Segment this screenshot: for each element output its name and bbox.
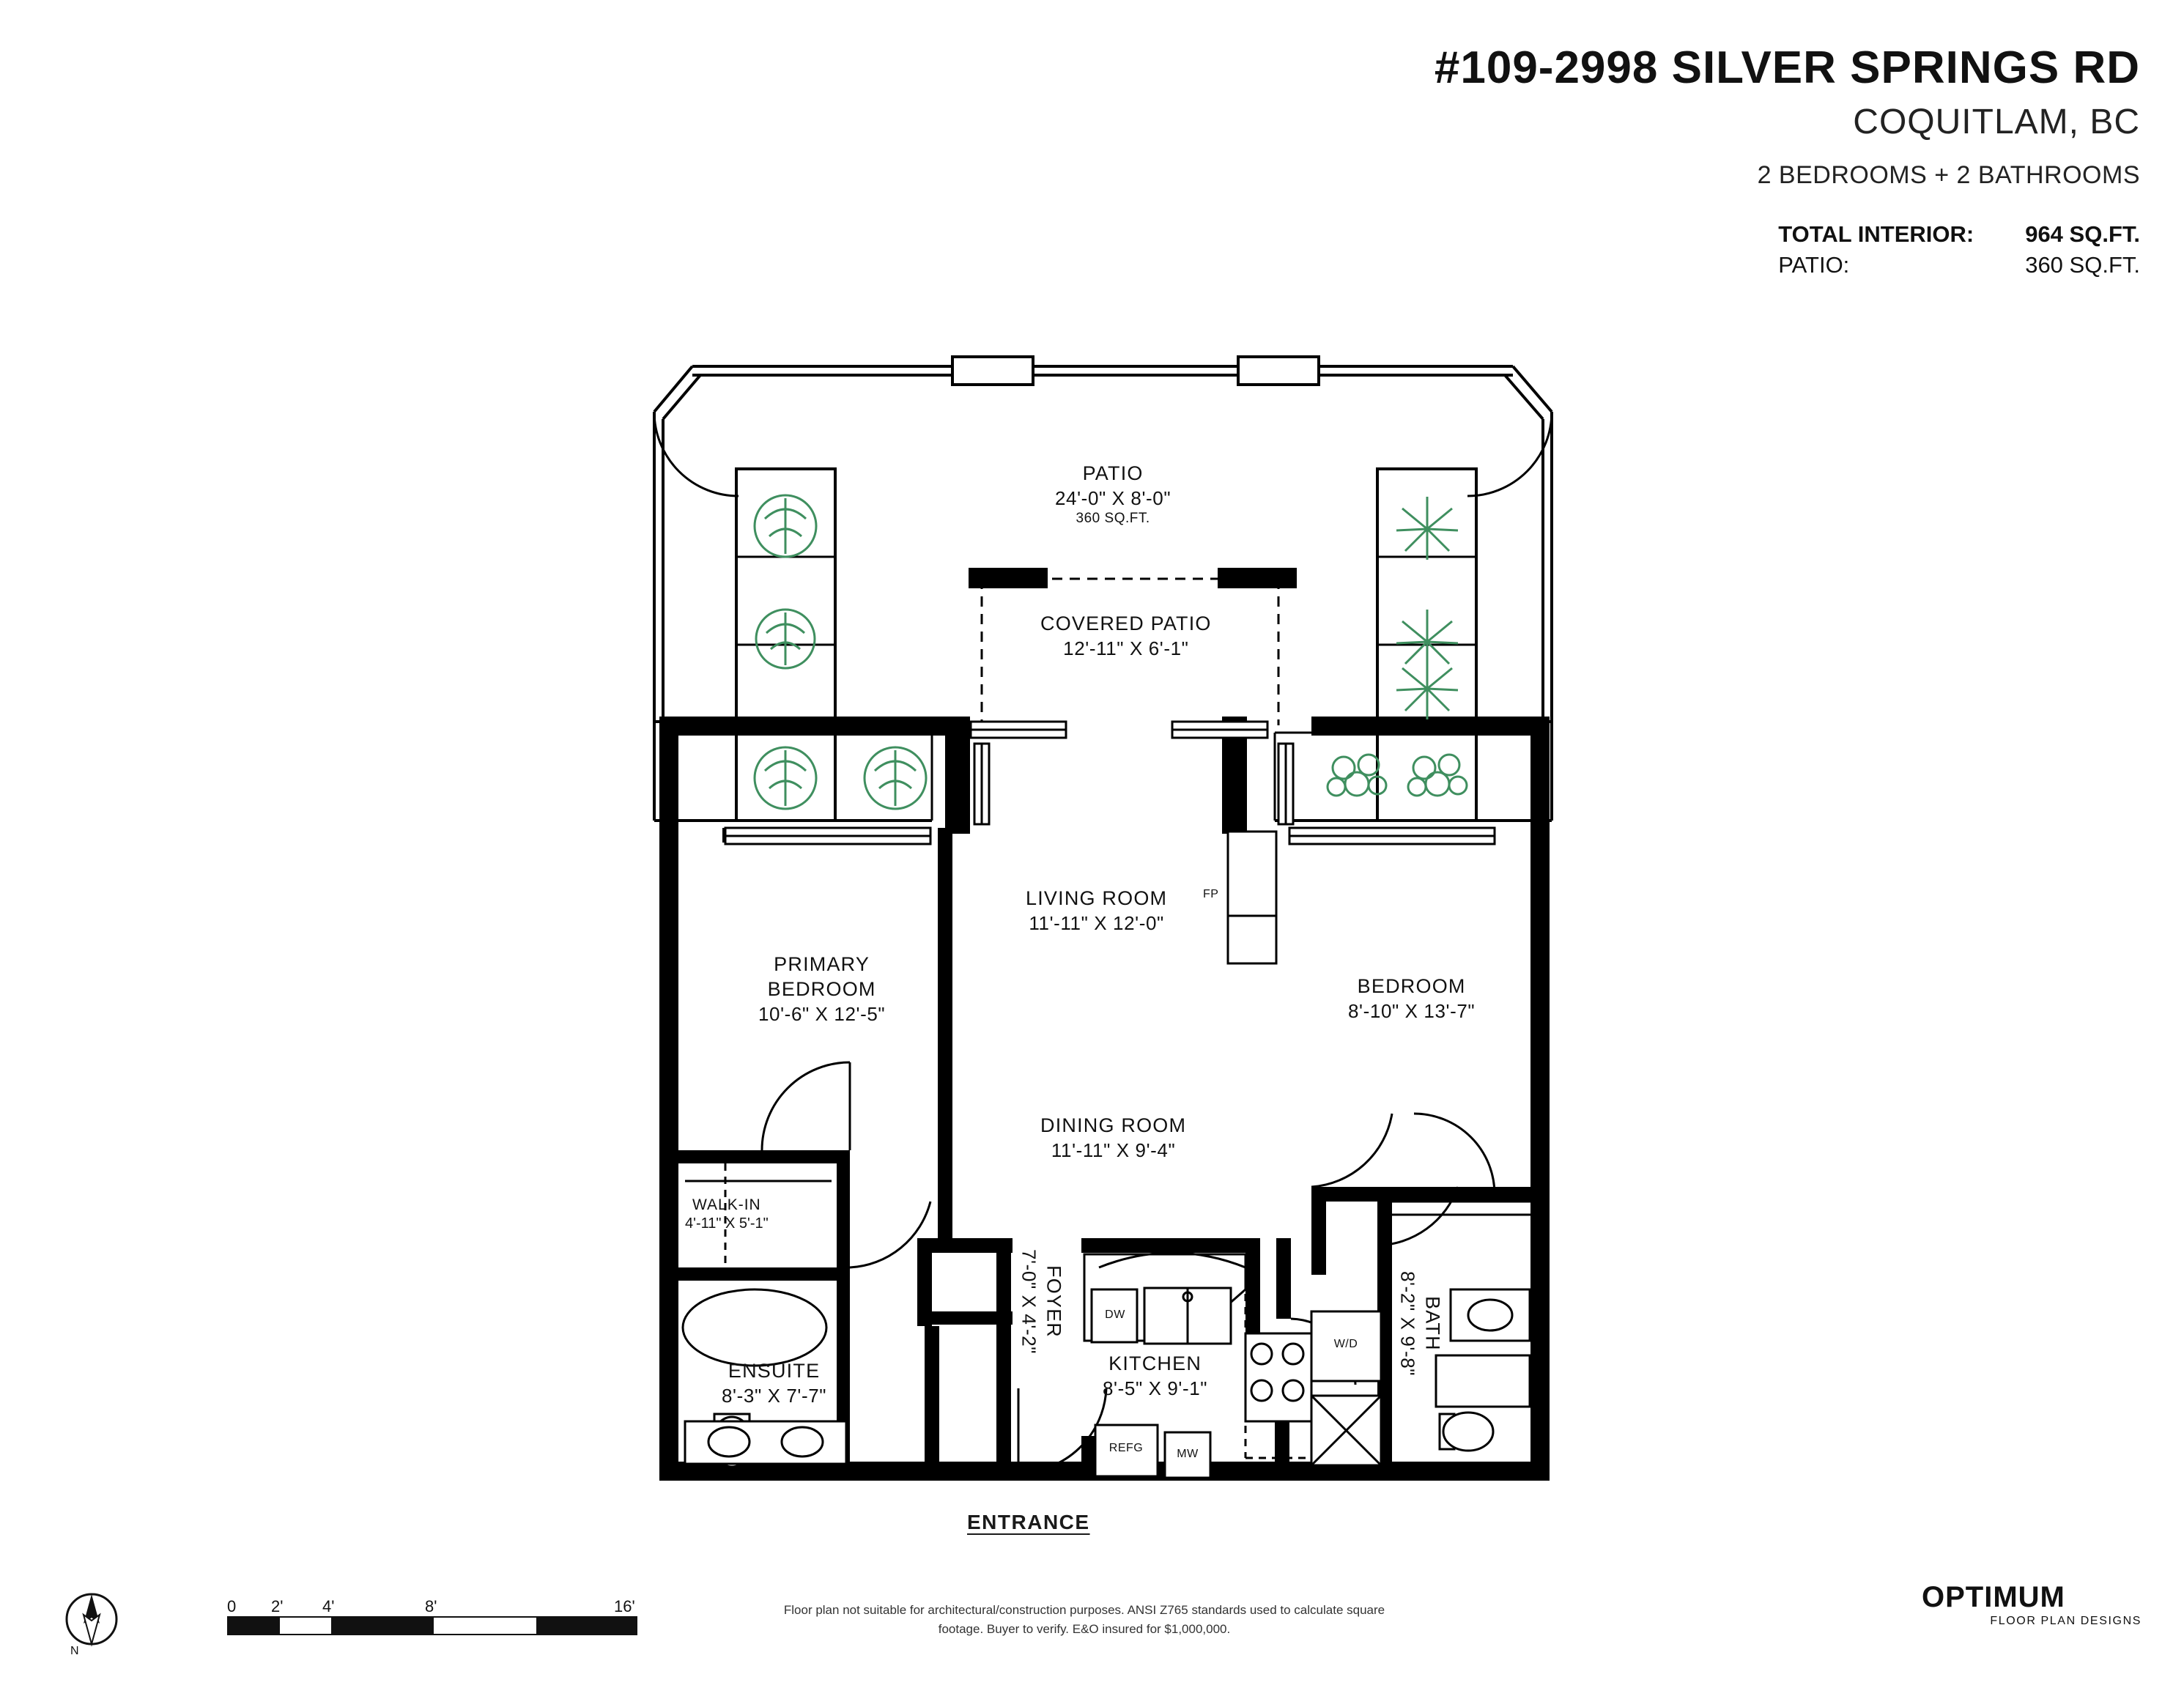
bath-fixtures (1436, 1289, 1530, 1451)
page-title: #109-2998 SILVER SPRINGS RD (1434, 42, 2140, 93)
room-label-primary-bedroom: PRIMARY BEDROOM 10'-6" X 12'-5" (758, 953, 886, 1025)
room-label-ensuite: ENSUITE 8'-3" X 7'-7" (722, 1360, 827, 1407)
scale-tick-8: 8' (425, 1597, 437, 1615)
room-label-kitchen: KITCHEN 8'-5" X 9'-1" (1103, 1352, 1208, 1399)
city-subtitle: COQUITLAM, BC (1853, 103, 2140, 142)
room-label-covered-patio: COVERED PATIO 12'-11" X 6'-1" (1040, 612, 1212, 659)
entrance-label: ENTRANCE (967, 1511, 1090, 1533)
stat-label-patio: PATIO: (1778, 252, 1850, 278)
room-label-living-room: LIVING ROOM 11'-11" X 12'-0" (1026, 887, 1168, 934)
scale-seg-4 (434, 1618, 536, 1634)
scale-tick-0: 0 (227, 1597, 237, 1615)
company-logo (1922, 1582, 2142, 1628)
compass-north-label: N (70, 1645, 79, 1657)
scale-tick-4: 4' (322, 1597, 335, 1615)
logo-name: OPTIMUM (1922, 1581, 2065, 1613)
room-label-dining-room: DINING ROOM 11'-11" X 9'-4" (1040, 1114, 1187, 1161)
compass-icon (51, 1582, 132, 1663)
scale-seg-2 (280, 1618, 331, 1634)
beds-baths-label: 2 BEDROOMS + 2 BATHROOMS (1757, 161, 2140, 190)
bedroom-closet (1392, 1202, 1530, 1215)
patio-planter-dividers (736, 557, 1476, 821)
scale-bar-graphic (227, 1616, 637, 1635)
stat-label-total-interior: TOTAL INTERIOR: (1778, 221, 1974, 248)
scale-seg-3 (331, 1618, 434, 1634)
room-label-bedroom: BEDROOM 8'-10" X 13'-7" (1348, 975, 1476, 1022)
stat-value-patio: 360 SQ.FT. (2025, 252, 2140, 278)
room-label-foyer: FOYER 7'-0" X 4'-2" (1018, 1249, 1065, 1355)
scale-tick-labels (227, 1597, 637, 1616)
refrigerator-label: REFG (1108, 1442, 1144, 1454)
fireplace-label: FP (1203, 888, 1219, 900)
washer-dryer-label: W/D (1333, 1338, 1358, 1350)
fireplace (1228, 832, 1276, 963)
scale-tick-16: 16' (614, 1597, 635, 1615)
disclaimer-text: Floor plan not suitable for architectural/construction purposes. ANSI Z765 standards used to calculate square footage. Buyer to verify. E&O insured for $1,000,000. (783, 1603, 1385, 1636)
scale-bar (227, 1597, 637, 1635)
logo-tagline: FLOOR PLAN DESIGNS (1990, 1615, 2142, 1627)
scale-tick-2: 2' (271, 1597, 284, 1615)
microwave-label: MW (1177, 1448, 1199, 1460)
dishwasher-label: DW (1105, 1308, 1125, 1321)
stat-value-total-interior: 964 SQ.FT. (2025, 221, 2140, 248)
room-label-patio: PATIO 24'-0" X 8'-0" 360 SQ.FT. (1055, 462, 1171, 527)
scale-seg-5 (536, 1618, 636, 1634)
patio-outline (654, 357, 1552, 821)
room-label-walk-in: WALK-IN 4'-11" X 5'-1" (685, 1196, 769, 1232)
room-label-bath: BATH 8'-2" X 9'-8" (1396, 1271, 1444, 1377)
scale-seg-1 (229, 1618, 280, 1634)
